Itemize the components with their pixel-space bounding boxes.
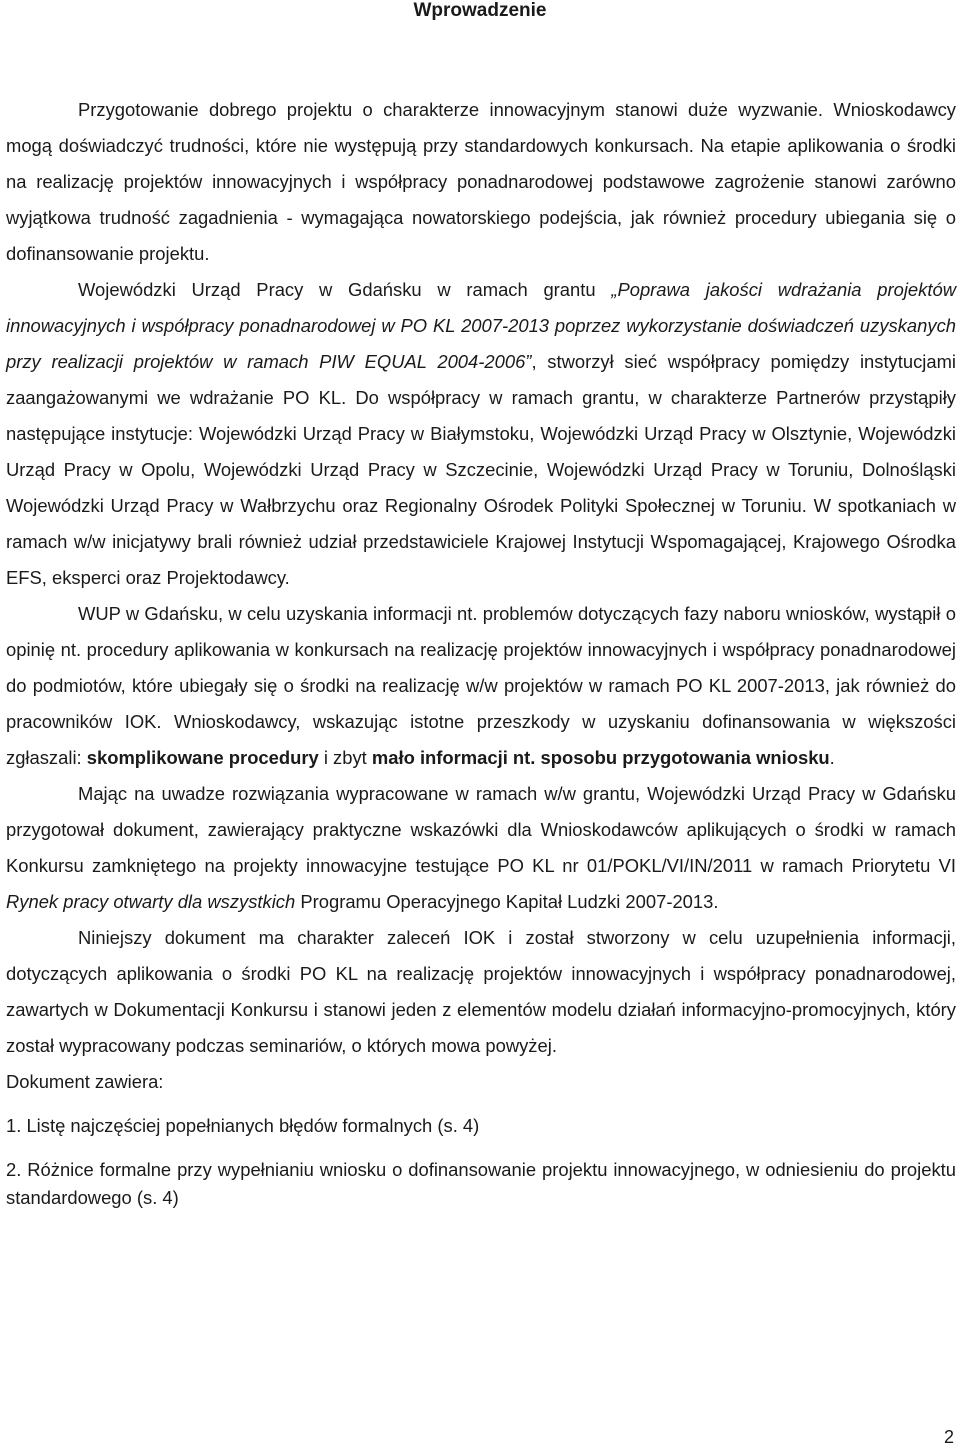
contents-list-item: 2. Różnice formalne przy wypełnianiu wniosku o dofinansowanie projektu innowacyjnego, w odniesieniu do projektu standardowego (s. 4)	[6, 1159, 956, 1208]
paragraph-document-prepared	[6, 776, 956, 920]
grant-title-italic: „Poprawa jakości wdrażania projektów innowacyjnych i współpracy ponadnarodowej w PO KL 2007-2013 poprzez wykorzystanie doświadczeń uzyskanych przy realizacji projektów w ramach PIW EQUAL 2004-2006”	[6, 279, 956, 372]
paragraph-text: .	[829, 747, 835, 768]
paragraph-text: Wojewódzki Urząd Pracy w Gdańsku w ramach grantu	[78, 279, 612, 300]
page-title: Wprowadzenie	[413, 0, 547, 21]
paragraph-text: i zbyt	[318, 747, 372, 768]
emphasis-complicated-procedures: skomplikowane procedury	[86, 747, 319, 768]
page-number: 2	[943, 1427, 954, 1447]
paragraph-text: , stworzył sieć współpracy pomiędzy instytucjami zaangażowanymi we wdrażanie PO KL. Do współpracy w ramach grantu, w charakterze Partnerów przystąpiły następujące instytucje: Wojewódzki Urząd Pracy w Białymstoku, Wojewódzki Urząd Pracy w Olsztynie, Wojewódzki Urząd Pracy w Opolu, Wojewódzki Urząd Pracy w Szczecinie, Wojewódzki Urząd Pracy w Toruniu, Dolnośląski Wojewódzki Urząd Pracy w Wałbrzychu oraz Regionalny Ośrodek Polityki Społecznej w Toruniu. W spotkaniach w ramach w/w inicjatywy brali również udział przedstawiciele Krajowej Instytucji Wspomagającej, Krajowego Ośrodka EFS, eksperci oraz Projektodawcy.	[6, 351, 957, 588]
contents-list-item: 1. Listę najczęściej popełnianych błędów formalnych (s. 4)	[6, 1115, 480, 1136]
paragraph-text: Niniejszy dokument ma charakter zaleceń IOK i został stworzony w celu uzupełnienia informacji, dotyczących aplikowania o środki PO KL na realizację projektów innowacyjnych i współpracy ponadnarodowej, zawartych w Dokumentacji Konkursu i stanowi jeden z elementów modelu działań informacyjno-promocyjnych, który został wypracowany podczas seminariów, o których mowa powyżej.	[6, 927, 956, 1056]
paragraph-document-character	[6, 920, 956, 1064]
paragraph-text: Przygotowanie dobrego projektu o charakterze innowacyjnym stanowi duże wyzwanie. Wnioskodawcy mogą doświadczyć trudności, które nie występują przy standardowych konkursach. Na etapie aplikowania o środki na realizację projektów innowacyjnych i współpracy ponadnarodowej podstawowe zagrożenie stanowi zarówno wyjątkowa trudność zagadnienia - wymagająca nowatorskiego podejścia, jak również procedury ubiegania się o dofinansowanie projektu.	[6, 99, 956, 264]
paragraph-survey-findings	[6, 596, 956, 776]
paragraph-text: WUP w Gdańsku, w celu uzyskania informacji nt. problemów dotyczących fazy naboru wniosków, wystąpił o opinię nt. procedury aplikowania w konkursach na realizację projektów innowacyjnych i współpracy ponadnarodowej do podmiotów, które ubiegały się o środki na realizację w/w projektów w ramach PO KL 2007-2013, jak również do pracowników IOK. Wnioskodawcy, wskazując istotne przeszkody w uzyskaniu dofinansowania w większości zgłaszali:	[6, 603, 956, 768]
contents-heading: Dokument zawiera:	[6, 1071, 164, 1092]
priority-name-italic: Rynek pracy otwarty dla wszystkich	[6, 891, 296, 912]
paragraph-introduction	[6, 92, 956, 272]
paragraph-text: Mając na uwadze rozwiązania wypracowane w ramach w/w grantu, Wojewódzki Urząd Pracy w Gdańsku przygotował dokument, zawierający praktyczne wskazówki dla Wnioskodawców aplikujących o środki w ramach Konkursu zamkniętego na projekty innowacyjne testujące PO KL nr 01/POKL/VI/IN/2011 w ramach Priorytetu VI	[6, 783, 956, 876]
paragraph-text: Programu Operacyjnego Kapitał Ludzki 2007-2013.	[295, 891, 719, 912]
document-body	[6, 92, 956, 1212]
paragraph-grant-network	[6, 272, 956, 596]
emphasis-little-information: mało informacji nt. sposobu przygotowania wniosku	[371, 747, 830, 768]
